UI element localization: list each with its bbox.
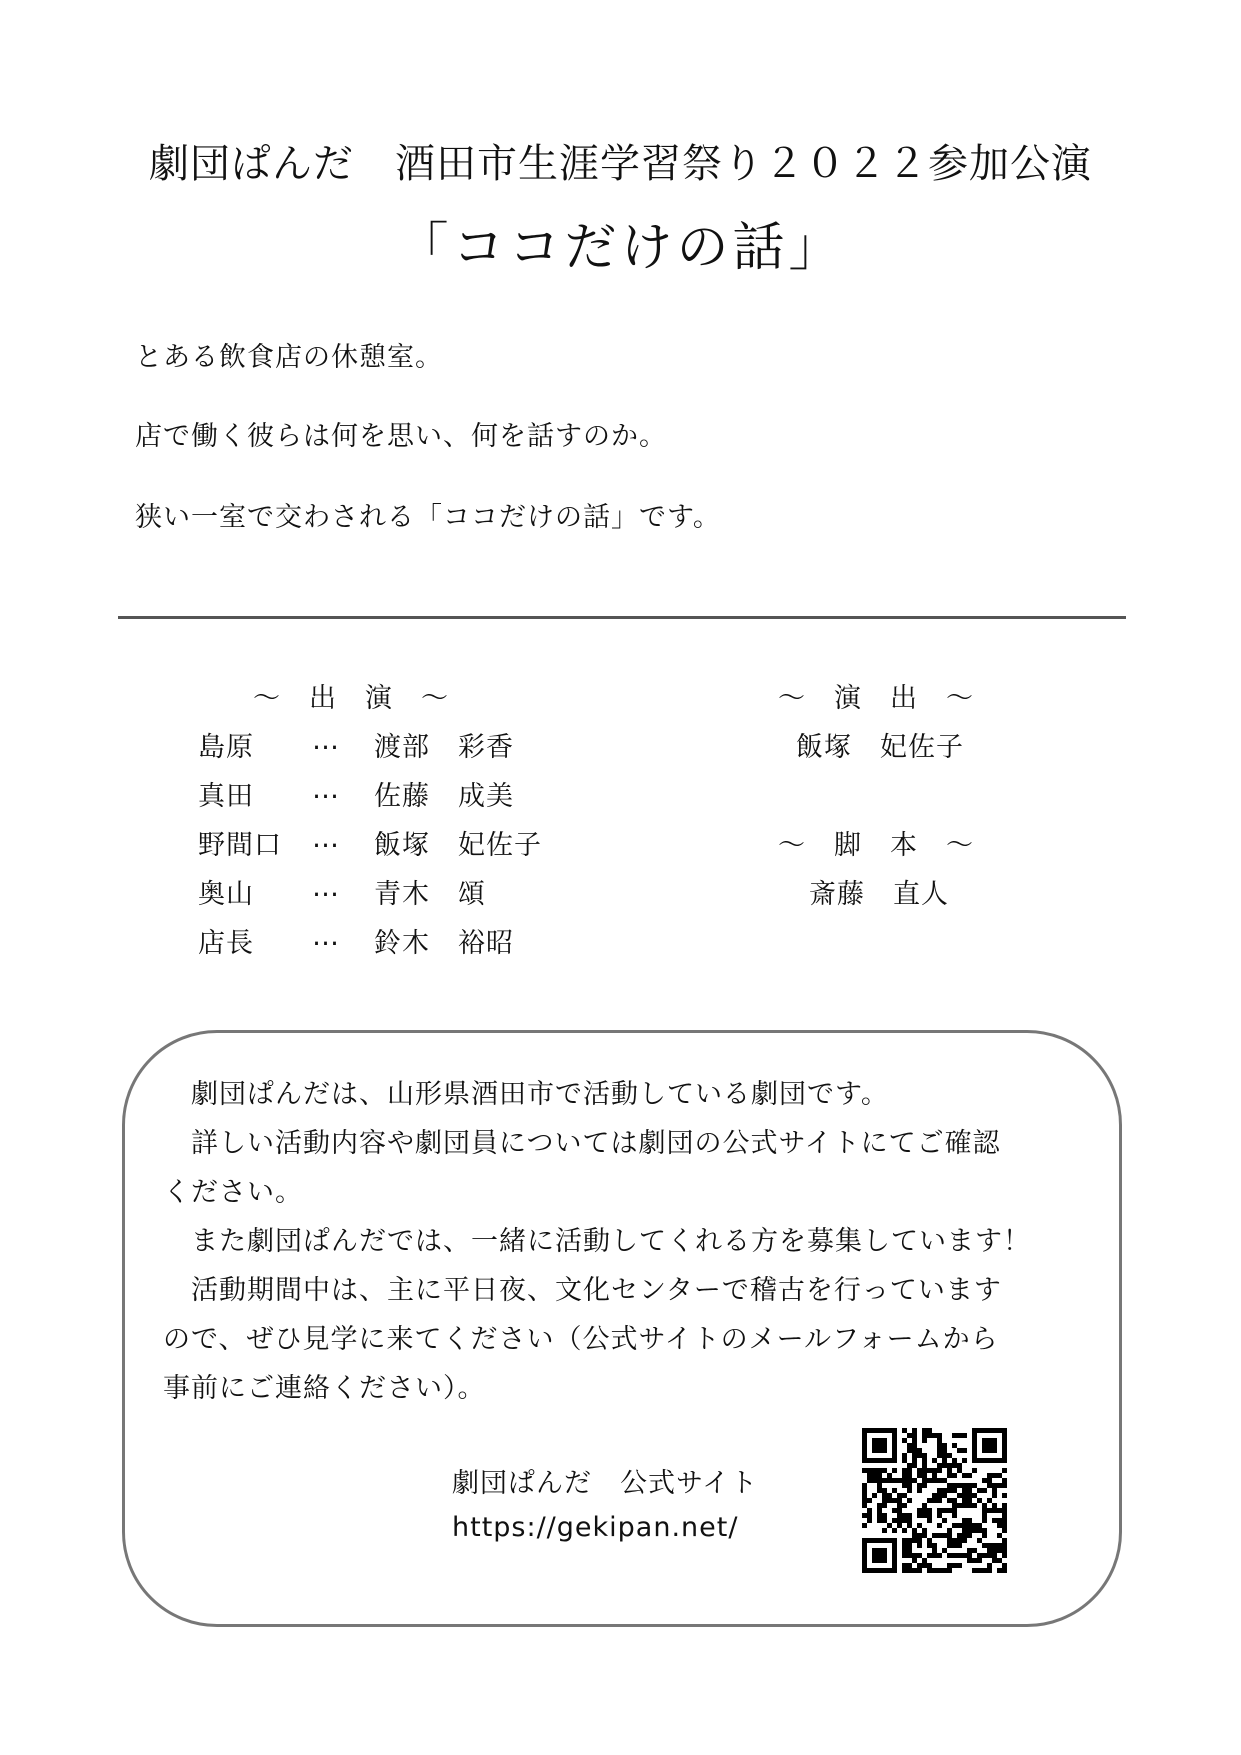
synopsis-line-1: とある飲食店の休憩室。 bbox=[135, 342, 443, 373]
cast-dots: … bbox=[312, 725, 340, 756]
cast-role: 島原 bbox=[198, 732, 254, 763]
info-line: ので、ぜひ見学に来てください（公式サイトのメールフォームから bbox=[163, 1324, 999, 1355]
cast-dots: … bbox=[312, 774, 340, 805]
cast-role: 奥山 bbox=[198, 879, 254, 910]
cast-role: 真田 bbox=[198, 781, 254, 812]
divider bbox=[118, 616, 1126, 619]
info-line: 活動期間中は、主に平日夜、文化センターで稽古を行っています bbox=[163, 1275, 1002, 1306]
site-label: 劇団ぱんだ 公式サイト bbox=[452, 1468, 759, 1499]
org-title: 劇団ぱんだ 酒田市生涯学習祭り２０２２参加公演 bbox=[149, 141, 1092, 187]
cast-role: 店長 bbox=[198, 928, 254, 959]
cast-actor: 佐藤 成美 bbox=[374, 781, 514, 812]
cast-actor: 青木 頌 bbox=[374, 879, 486, 910]
cast-role: 野間口 bbox=[198, 830, 282, 861]
cast-heading: ～ 出 演 ～ bbox=[253, 683, 449, 714]
cast-dots: … bbox=[312, 872, 340, 903]
cast-dots: … bbox=[312, 823, 340, 854]
info-line: また劇団ぱんだでは、一緒に活動してくれる方を募集しています！ bbox=[163, 1226, 1031, 1257]
info-line: 詳しい活動内容や劇団員については劇団の公式サイトにてご確認 bbox=[163, 1128, 1001, 1159]
cast-actor: 飯塚 妃佐子 bbox=[374, 830, 542, 861]
play-title: 「ココだけの話」 bbox=[396, 218, 845, 278]
info-line: 事前にご連絡ください）。 bbox=[163, 1373, 486, 1404]
qr-code-icon[interactable] bbox=[852, 1418, 1017, 1583]
writer-name: 斎藤 直人 bbox=[809, 879, 949, 910]
synopsis-line-3: 狭い一室で交わされる「ココだけの話」です。 bbox=[135, 502, 721, 533]
site-url-link[interactable]: https://gekipan.net/ bbox=[452, 1512, 739, 1543]
info-line: 劇団ぱんだは、山形県酒田市で活動している劇団です。 bbox=[163, 1079, 889, 1110]
script-heading: ～ 脚 本 ～ bbox=[778, 830, 974, 861]
cast-actor: 鈴木 裕昭 bbox=[374, 928, 514, 959]
cast-actor: 渡部 彩香 bbox=[374, 732, 514, 763]
synopsis-line-2: 店で働く彼らは何を思い、何を話すのか。 bbox=[135, 421, 667, 452]
direction-heading: ～ 演 出 ～ bbox=[778, 683, 974, 714]
info-line: ください。 bbox=[163, 1177, 303, 1208]
director-name: 飯塚 妃佐子 bbox=[796, 732, 964, 763]
cast-dots: … bbox=[312, 921, 340, 952]
